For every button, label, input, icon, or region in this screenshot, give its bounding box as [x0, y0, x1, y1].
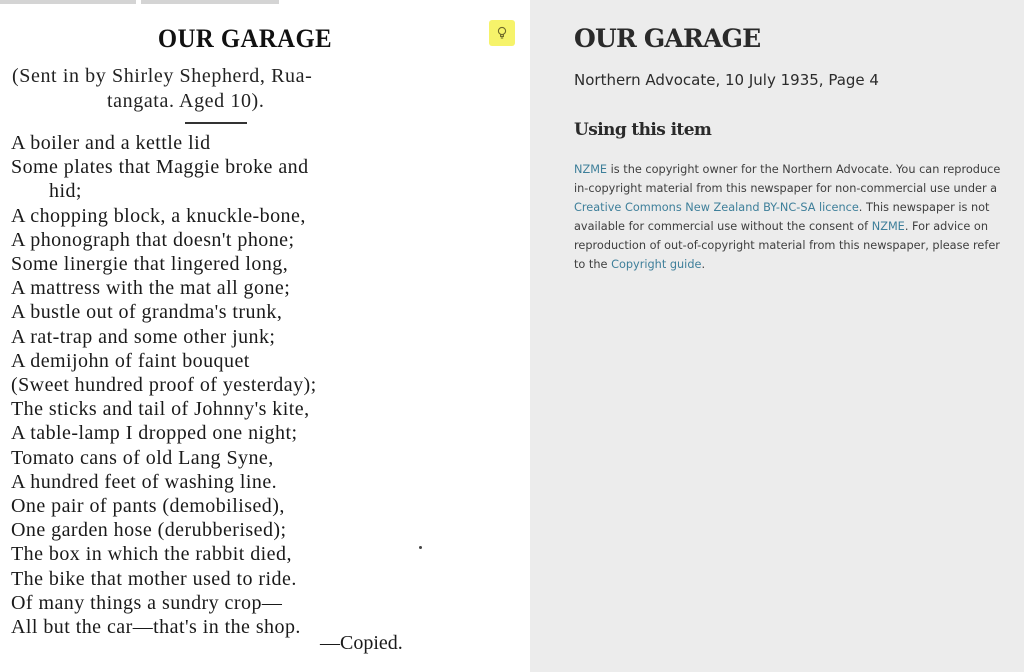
divider-rule — [185, 122, 247, 124]
scan-byline — [12, 64, 422, 114]
lightbulb-hint-button[interactable] — [489, 20, 515, 46]
poem-line: A demijohn of faint bouquet — [11, 349, 250, 372]
poem-line: The bike that mother used to ride. — [11, 567, 297, 590]
byline-line: (Sent in by Shirley Shepherd, Rua- — [12, 65, 313, 87]
licence-link[interactable]: Creative Commons New Zealand BY-NC-SA licence — [574, 201, 859, 214]
print-speck — [419, 546, 422, 549]
poem-line: Tomato cans of old Lang Syne, — [11, 446, 274, 469]
notice-text: . For advice on reproduction of out-of-copyright material from this newspaper, please refer to the — [574, 220, 1000, 271]
notice-text: is the copyright owner for the Northern Advocate. You can reproduce in-copyright material from this newspaper for non-commercial use under a — [574, 163, 1001, 195]
poem-line: hid; — [49, 180, 82, 203]
nzme-consent-link[interactable]: NZME — [871, 220, 905, 233]
lightbulb-icon — [497, 26, 507, 40]
poem-line: A rat-trap and some other junk; — [11, 325, 276, 348]
poem-line: A phonograph that doesn't phone; — [11, 228, 295, 251]
poem-line: A hundred feet of washing line. — [11, 470, 278, 493]
poem-line: Some plates that Maggie broke and — [11, 156, 309, 179]
poem-line: One pair of pants (demobilised), — [11, 495, 285, 518]
poem-line: A mattress with the mat all gone; — [11, 277, 291, 300]
scan-tab-strip — [0, 0, 530, 4]
poem-signoff: —Copied. — [320, 632, 403, 654]
poem-line: A chopping block, a knuckle-bone, — [11, 204, 306, 227]
poem-line: The sticks and tail of Johnny's kite, — [11, 398, 310, 421]
nzme-link[interactable]: NZME — [574, 163, 608, 176]
scan-headline: OUR GARAGE — [157, 24, 333, 53]
poem-line: Some linergie that lingered long, — [11, 253, 289, 276]
poem-line: All but the car—that's in the shop. — [11, 616, 301, 639]
article-source[interactable]: Northern Advocate, 10 July 1935, Page 4 — [574, 71, 879, 89]
poem-line: Of many things a sundry crop— — [11, 591, 283, 614]
poem-text — [11, 131, 441, 639]
scan-tab[interactable] — [141, 0, 279, 4]
usage-heading: Using this item — [574, 120, 712, 140]
poem-line: (Sweet hundred proof of yesterday); — [11, 374, 317, 397]
poem-line: One garden hose (derubberised); — [11, 519, 287, 542]
article-title: OUR GARAGE — [574, 24, 761, 53]
poem-line: A table-lamp I dropped one night; — [11, 422, 298, 445]
scan-tab[interactable] — [0, 0, 136, 4]
byline-line: tangata. Aged 10). — [107, 90, 265, 112]
notice-text: . This newspaper is not available for commercial use without the consent of — [574, 201, 990, 233]
poem-line: A boiler and a kettle lid — [11, 132, 211, 154]
copyright-guide-link[interactable]: Copyright guide — [611, 258, 702, 271]
notice-text: . — [701, 258, 706, 271]
poem-line: A bustle out of grandma's trunk, — [11, 301, 283, 324]
item-info-panel — [530, 0, 1024, 672]
copyright-notice — [574, 160, 1006, 274]
poem-line: The box in which the rabbit died, — [11, 543, 292, 566]
